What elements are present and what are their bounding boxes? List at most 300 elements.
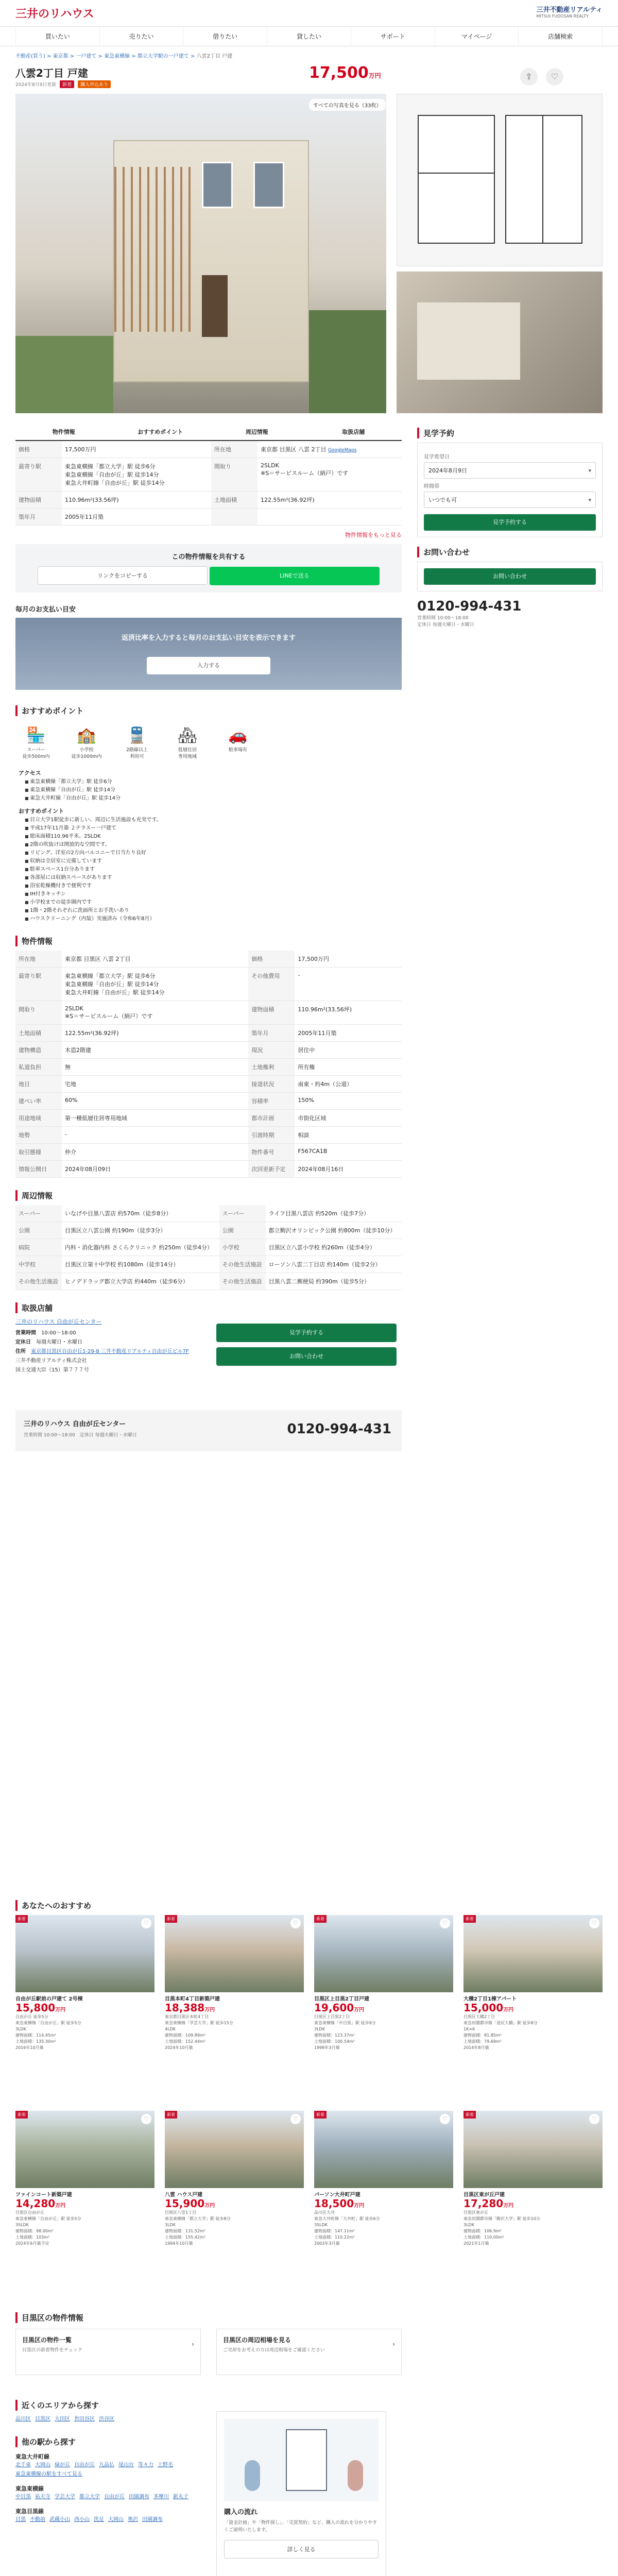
- card-price: 17,280万円: [464, 2197, 514, 2210]
- summary-table: [15, 441, 402, 526]
- cell-key: 建物面積: [248, 1001, 295, 1025]
- table-row: [15, 1144, 402, 1161]
- cell-key: スーパー: [219, 1205, 266, 1222]
- cell-value: 相談: [295, 1127, 402, 1144]
- flow-desc: 「資金計画」や「物件探し」、「売買契約」など、購入の流れを分かりやすくご説明いたします。: [224, 2520, 377, 2533]
- more-info-link[interactable]: 物件情報をもっと見る: [345, 532, 402, 538]
- cell-value: 2SLDK ※S＝サービスルーム（納戸）です: [62, 1001, 248, 1025]
- card-details: 目黒区上目黒2丁目 東急東横線「中目黒」駅 徒歩9分 3LDK 建物面積：123.37m² 土地面積：100.54m² 1998年3月築: [314, 2014, 376, 2050]
- cell-value: いなげや目黒八雲店 約570m（徒歩8分）: [62, 1205, 219, 1222]
- table-row: [15, 1025, 402, 1042]
- visit-submit-button[interactable]: 見学予約する: [424, 514, 596, 531]
- summary-row: [15, 509, 402, 526]
- nav-mypage[interactable]: マイページ: [435, 27, 519, 46]
- station-link[interactable]: 武蔵小山: [49, 2517, 70, 2522]
- card-price: 14,280万円: [15, 2197, 66, 2210]
- tab-points[interactable]: おすすめポイント: [138, 429, 183, 435]
- property-card[interactable]: [464, 2111, 603, 2247]
- sidebar: [417, 423, 603, 628]
- gallery: [0, 94, 618, 423]
- card-price: 18,388万円: [165, 2002, 215, 2014]
- points-title: おすすめポイント: [15, 705, 402, 716]
- feature-item: [15, 725, 57, 759]
- station-link[interactable]: 多摩川: [153, 2494, 169, 2500]
- train-icon: 🚆: [127, 726, 147, 744]
- cell-value: 市街化区域: [295, 1110, 402, 1127]
- inquiry-button[interactable]: お問い合わせ: [424, 568, 596, 585]
- tab-info[interactable]: 物件情報: [52, 429, 75, 435]
- cell-key: 中学校: [15, 1256, 62, 1273]
- rec-item: ■ IH付きキッチン: [25, 890, 402, 899]
- cell-value: F567CA1B: [295, 1144, 402, 1161]
- table-row: [15, 1059, 402, 1076]
- area-link[interactable]: 渋谷区: [99, 2416, 114, 2422]
- page-title: 八雲2丁目 戸建: [15, 67, 88, 79]
- cell-key: 最寄り駅: [15, 968, 62, 1001]
- new-badge: 新着: [165, 2111, 177, 2119]
- summary-key: 築年月: [15, 509, 62, 526]
- card-details: 目黒区自由が丘 東急東横線「自由が丘」駅 徒歩5分 3SLDK 建物面積：98.00m² 土地面積：103m² 2024年6月築予定: [15, 2210, 81, 2246]
- station-link[interactable]: 中目黒: [15, 2494, 31, 2500]
- card-price: 18,500万円: [314, 2197, 365, 2210]
- station-links: [15, 2515, 216, 2524]
- summary-value: 17,500万円: [62, 441, 211, 458]
- table-row: [15, 1222, 402, 1239]
- station-link[interactable]: 自由が丘: [74, 2462, 95, 2468]
- station-link[interactable]: 西小山: [74, 2517, 90, 2522]
- rec-item: ■ 各部屋には収納スペースがあります: [25, 874, 402, 882]
- cell-value: 東京都 目黒区 八雲 2丁目: [62, 951, 248, 968]
- detail-table: [15, 951, 402, 1178]
- inquiry-title: お問い合わせ: [417, 547, 603, 557]
- global-nav: [0, 27, 618, 46]
- cell-key: 現況: [248, 1042, 295, 1059]
- rec-item: ■ ハウスクリーニング（内装）実施済み（令和6年8月）: [25, 915, 402, 923]
- feature-icons: [15, 720, 402, 765]
- crumb-item[interactable]: 一戸建て: [76, 54, 97, 59]
- cell-key: 用途地域: [15, 1110, 62, 1127]
- cell-key: 土地面積: [15, 1025, 62, 1042]
- cell-value: 都立駒沢オリンピック公園 約800m（徒歩10分）: [266, 1222, 402, 1239]
- cell-value: 仲介: [62, 1144, 248, 1161]
- cell-value: 東急東横線「都立大学」駅 徒歩6分 東急東横線「自由が丘」駅 徒歩14分 東急大井町線「自由が丘」駅 徒歩14分: [62, 968, 248, 1001]
- new-badge: 新着: [60, 80, 74, 88]
- new-badge: 新着: [15, 2111, 28, 2119]
- rec-item: ■ 目立大学1駅徒歩に新しい、周辺に生活施設も充実です。: [25, 816, 402, 824]
- station-link[interactable]: 自由が丘: [104, 2494, 125, 2500]
- cell-value: 第一種低層住居専用地域: [62, 1110, 248, 1127]
- cell-key: 物件番号: [248, 1144, 295, 1161]
- table-row: [15, 1001, 402, 1025]
- feature-label: 小学校 徒歩1000m内: [71, 748, 102, 759]
- sidebar-phone[interactable]: 0120-994-431: [417, 599, 522, 614]
- nearby-links: [15, 2415, 216, 2424]
- phone-band: 三井のリハウス 自由が丘センター 営業時間 10:00～18:00 定休日 毎週火曜日・水曜日 0120-994-431: [15, 1410, 402, 1451]
- surround-title: 周辺情報: [15, 1190, 402, 1201]
- nav-sell[interactable]: 売りたい: [100, 27, 184, 46]
- station-link[interactable]: 洗足: [94, 2517, 104, 2522]
- shop-title: 取扱店舗: [15, 1302, 402, 1313]
- summary-value: 122.55m²(36.92坪): [258, 492, 402, 509]
- card-details: 目黒区八雲1丁目 東急東横線「都立大学」駅 徒歩8分 3LDK 建物面積：131.52m² 土地面積：155.42m² 1994年10月築: [165, 2210, 231, 2246]
- cell-key: 所在地: [15, 951, 62, 968]
- station-link[interactable]: 目黒: [15, 2517, 26, 2522]
- summary-row: [15, 492, 402, 509]
- summary-value: [258, 509, 402, 526]
- cell-value: 2005年11月築: [295, 1025, 402, 1042]
- station-link[interactable]: 奥沢: [128, 2517, 138, 2522]
- cell-key: 地勢: [15, 1127, 62, 1144]
- card-price: 15,900万円: [165, 2197, 215, 2210]
- cell-value: 目黒区立八雲小学校 約260m（徒歩4分）: [266, 1239, 402, 1256]
- crumb-item[interactable]: 都立大学駅の一戸建て: [137, 54, 189, 59]
- cell-value: 目黒区立第十中学校 約1080m（徒歩14分）: [62, 1256, 219, 1273]
- cell-key: 次回更新予定: [248, 1161, 295, 1178]
- property-card[interactable]: [314, 2111, 453, 2247]
- card-price: 19,600万円: [314, 2002, 365, 2014]
- sidebar-hours: 営業時間 10:00～18:00 定休日 毎週火曜日・水曜日: [417, 616, 474, 628]
- card-image: [15, 2111, 154, 2188]
- nearby-title: 近くのエリアから探す: [15, 2400, 216, 2411]
- school-icon: 🏫: [77, 726, 96, 744]
- visit-title: 見学予約: [417, 428, 603, 438]
- cell-key: 公園: [219, 1222, 266, 1239]
- property-card[interactable]: [15, 1915, 154, 2051]
- shop-inquiry-button[interactable]: お問い合わせ: [216, 1347, 397, 1366]
- nav-support[interactable]: サポート: [351, 27, 435, 46]
- property-card[interactable]: [165, 1915, 304, 2051]
- cell-value: 150%: [295, 1093, 402, 1110]
- cell-key: 都市計画: [248, 1110, 295, 1127]
- cell-key: その他費用: [248, 968, 295, 1001]
- detail-title: 物件情報: [15, 936, 402, 946]
- card-title: 目黒本町4丁目新築戸建: [165, 1996, 220, 2002]
- access-item: ■ 東急東横線「都立大学」駅 徒歩6分: [25, 778, 402, 786]
- cell-key: 引渡時期: [248, 1127, 295, 1144]
- rec-item: ■ 平成17年11月築 ２テラスー一戸建て: [25, 824, 402, 833]
- car-icon: 🚗: [228, 726, 248, 744]
- line-name: 東急大井町線: [15, 2453, 49, 2460]
- feature-item: [167, 725, 208, 759]
- feature-item: [116, 725, 158, 759]
- section-tabs: [15, 423, 402, 441]
- interior-thumb[interactable]: [397, 272, 603, 413]
- visit-box: 見学希望日 2024年8月9日 ▾ 時間帯 いつでも可 ▾ 見学予約する: [417, 443, 603, 537]
- cell-value: 17,500万円: [295, 951, 402, 968]
- property-card[interactable]: [15, 2111, 154, 2247]
- card-price: 15,000万円: [464, 2002, 514, 2014]
- station-link[interactable]: 都立大学: [79, 2494, 100, 2500]
- station-link[interactable]: 上野毛: [158, 2462, 173, 2468]
- area-link[interactable]: 目黒区: [35, 2416, 50, 2422]
- cell-key: 私道負担: [15, 1059, 62, 1076]
- tab-shop[interactable]: 取扱店舗: [342, 429, 365, 435]
- card-details: 東京都目黒区本町4丁目 東急東横線「学芸大学」駅 徒歩15分 4LDK 建物面積：109.89m² 土地面積：152.44m² 2024年10月築: [165, 2014, 233, 2050]
- cell-key: 小学校: [219, 1239, 266, 1256]
- corp-logo[interactable]: 三井不動産リアルティ MITSUI FUDOSAN REALTY: [536, 6, 603, 19]
- flow-illustration: [224, 2419, 379, 2501]
- card-title: パーソン大井町戸建: [314, 2192, 360, 2197]
- summary-value: 東急東横線「都立大学」駅 徒歩6分 東急東横線「自由が丘」駅 徒歩14分 東急大井町線「自由が丘」駅 徒歩14分: [62, 458, 211, 492]
- table-row: [15, 1076, 402, 1093]
- cell-key: その他生活施設: [219, 1256, 266, 1273]
- station-link[interactable]: 九品仏: [99, 2462, 114, 2468]
- summary-value: 2005年11月築: [62, 509, 211, 526]
- area-link[interactable]: 品川区: [15, 2416, 31, 2422]
- update-meta: 2024年8月9日更新 新着 購入申込あり: [15, 80, 111, 88]
- cell-key: 地目: [15, 1076, 62, 1093]
- main-photo[interactable]: [15, 94, 386, 413]
- table-row: [15, 1273, 402, 1290]
- rec-item: ■ リビング、洋室の2方向バルコニーで日当たり良好: [25, 849, 402, 857]
- cell-value: -: [295, 968, 402, 1001]
- favorite-icon[interactable]: ♡: [589, 2114, 599, 2124]
- status-badge: 購入申込あり: [78, 80, 111, 88]
- tab-surround[interactable]: 周辺情報: [245, 429, 268, 435]
- loan-input-button[interactable]: 入力する: [147, 657, 270, 674]
- area-link[interactable]: 大田区: [55, 2416, 70, 2422]
- station-link[interactable]: 北千束: [15, 2462, 31, 2468]
- card-image: [15, 1915, 154, 1992]
- cell-key: 取引態様: [15, 1144, 62, 1161]
- nav-lease[interactable]: 貸したい: [267, 27, 351, 46]
- surround-table: [15, 1205, 402, 1290]
- visit-time-select[interactable]: いつでも可 ▾: [424, 492, 596, 508]
- feature-label: スーパー 徒歩500m内: [22, 748, 50, 759]
- new-badge: 新着: [464, 1915, 476, 1923]
- access-item: ■ 東急東横線「自由が丘」駅 徒歩14分: [25, 786, 402, 794]
- feature-label: 2路線以上 利用可: [126, 748, 148, 759]
- cell-value: 110.96m²(33.56坪): [295, 1001, 402, 1025]
- site-header: [0, 0, 618, 27]
- station-link[interactable]: 大岡山: [108, 2517, 124, 2522]
- summary-key: 土地面積: [211, 492, 258, 509]
- summary-key: [211, 509, 258, 526]
- cell-key: スーパー: [15, 1205, 62, 1222]
- shop-name-link[interactable]: 三井のリハウス 自由が丘センター: [15, 1318, 102, 1325]
- rec-item: ■ 浴室乾燥機付きで便利です: [25, 882, 402, 890]
- card-title: ファインコート新築戸建: [15, 2192, 72, 2197]
- cell-key: その他生活施設: [219, 1273, 266, 1290]
- cell-value: 居住中: [295, 1042, 402, 1059]
- cell-key: 情報公開日: [15, 1161, 62, 1178]
- cell-key: その他生活施設: [15, 1273, 62, 1290]
- shop-visit-button[interactable]: 見学予約する: [216, 1324, 397, 1342]
- summary-key: 価格: [15, 441, 62, 458]
- area-section: [15, 2308, 603, 2353]
- cell-key: 築年月: [248, 1025, 295, 1042]
- card-image: [314, 2111, 453, 2188]
- table-row: [15, 1042, 402, 1059]
- summary-row: [15, 458, 402, 492]
- feature-item: [217, 725, 259, 759]
- station-link[interactable]: 田園調布: [142, 2517, 163, 2522]
- line-share-button[interactable]: LINEで送る: [210, 567, 380, 585]
- cell-value: 無: [62, 1059, 248, 1076]
- card-details: 目黒区東が丘 東急田園都市線「駒沢大学」駅 徒歩10分 3LDK 建物面積：106.9m² 土地面積：110.00m² 2021年1月築: [464, 2210, 540, 2246]
- shop-block: [15, 1317, 402, 1410]
- rec-heading: おすすめポイント: [19, 808, 64, 815]
- table-row: [15, 1127, 402, 1144]
- visit-date-select[interactable]: 2024年8月9日 ▾: [424, 462, 596, 479]
- share-box: [15, 544, 402, 592]
- summary-key: 建物面積: [15, 492, 62, 509]
- station-link[interactable]: 等々力: [138, 2462, 153, 2468]
- cell-key: 土地権利: [248, 1059, 295, 1076]
- phone-number[interactable]: 0120-994-431: [287, 1421, 391, 1437]
- summary-key: 間取り: [211, 458, 258, 492]
- cell-value: 内科・消化器内科 さくらクリニック 約250m（徒歩4分）: [62, 1239, 219, 1256]
- favorite-icon[interactable]: ♡: [141, 1918, 151, 1928]
- card-image: [464, 1915, 603, 1992]
- favorite-icon[interactable]: ♡: [290, 2114, 301, 2124]
- crumb-item[interactable]: 東急東横線: [104, 54, 130, 59]
- cell-value: 木造2階建: [62, 1042, 248, 1059]
- card-details: 目黒区大橋2丁目 東急田園都市線「池尻大橋」駅 徒歩8分 1K×6 建物面積：81.85m² 土地面積：79.69m² 2014年8月築: [464, 2014, 538, 2050]
- floorplan-thumb[interactable]: [397, 94, 603, 266]
- all-stations-link[interactable]: 東急東横線の駅をすべて見る: [15, 2471, 82, 2477]
- property-card[interactable]: [165, 2111, 304, 2247]
- summary-row: [15, 441, 402, 458]
- cell-value: -: [62, 1127, 248, 1144]
- shop-details: 営業時間 10:00～18:00 定休日 毎週火曜日・水曜日 住所 東京都目黒区自由が丘1-29-8 三井不動産リアルティ自由が丘ビル7F 三井不動産リアルティ株式会社 国土交通大臣（15）第７７７号: [15, 1330, 189, 1373]
- new-badge: 新着: [15, 1915, 28, 1923]
- feature-item: [66, 725, 107, 759]
- cell-key: 公園: [15, 1222, 62, 1239]
- breadcrumb: 不動産(買う) > 東京都 > 一戸建て > 東急東横線 > 都立大学駅の一戸建て > 八雲2丁目 戸建: [15, 54, 233, 59]
- cell-key: 容積率: [248, 1093, 295, 1110]
- line-name: 東急東横線: [15, 2485, 44, 2492]
- nearby-section: [15, 2396, 216, 2524]
- cell-key: 建ぺい率: [15, 1093, 62, 1110]
- rec-item: ■ 2階の吹抜けは開放的な空間です。: [25, 841, 402, 849]
- cell-value: 目黒区立八雲公園 約190m（徒歩3分）: [62, 1222, 219, 1239]
- table-row: [15, 1256, 402, 1273]
- flow-title: 購入の流れ: [224, 2509, 258, 2516]
- table-row: [15, 951, 402, 968]
- card-title: 目黒区上目黒2丁目戸建: [314, 1996, 369, 2002]
- summary-key: 所在地: [211, 441, 258, 458]
- cell-key: 建物構造: [15, 1042, 62, 1059]
- property-card[interactable]: [314, 1915, 453, 2051]
- area-title: 目黒区の物件情報: [15, 2312, 603, 2323]
- station-link[interactable]: 不動前: [30, 2517, 45, 2522]
- table-row: [15, 968, 402, 1001]
- new-badge: 新着: [464, 2111, 476, 2119]
- cell-value: 宅地: [62, 1076, 248, 1093]
- cell-value: 南東・約4m（公道）: [295, 1076, 402, 1093]
- card-details: 品川区大井 東急大井町線「大井町」駅 徒歩6分 3SLDK 建物面積：147.11m² 土地面積：110.22m² 2003年3月築: [314, 2210, 380, 2246]
- card-image: [464, 2111, 603, 2188]
- area-link[interactable]: 世田谷区: [74, 2416, 95, 2422]
- table-row: [15, 1205, 402, 1222]
- new-badge: 新着: [165, 1915, 177, 1923]
- chevron-right-icon: ›: [192, 2341, 194, 2348]
- card-title: 目黒区東が丘戸建: [464, 2192, 505, 2197]
- store-icon: 🏪: [26, 726, 46, 744]
- cell-key: 価格: [248, 951, 295, 968]
- crumb-item[interactable]: 不動産(買う): [15, 54, 45, 59]
- recommend-section: [15, 1896, 603, 2307]
- table-row: [15, 1110, 402, 1127]
- rec-item: ■ 収納は全居室に完備しています: [25, 857, 402, 866]
- favorite-icon[interactable]: ♡: [290, 1918, 301, 1928]
- nav-rent[interactable]: 借りたい: [183, 27, 267, 46]
- favorite-icon[interactable]: ♡: [589, 1918, 599, 1928]
- favorite-icon[interactable]: ♡: [440, 2114, 450, 2124]
- cell-value: 目黒八雲二郵便局 約390m（徒歩5分）: [266, 1273, 402, 1290]
- rec-item: ■ 1階・2階それぞれに洗面所とお手洗いあり: [25, 907, 402, 915]
- area-list-card[interactable]: 目黒区の物件一覧 目黒区の新着物件をチェック ›: [15, 2329, 201, 2375]
- copy-link-button[interactable]: リンクをコピーする: [38, 566, 208, 585]
- cell-key: 間取り: [15, 1001, 62, 1025]
- favorite-icon[interactable]: ♡: [440, 1918, 450, 1928]
- card-title: 八雲 ハウス戸建: [165, 2192, 203, 2197]
- stations-title: 他の駅から探す: [15, 2436, 216, 2447]
- cell-key: 接道状況: [248, 1076, 295, 1093]
- nav-buy[interactable]: 買いたい: [15, 27, 100, 46]
- photo-count-button[interactable]: すべての写真を見る（33枚）: [309, 99, 386, 111]
- favorite-icon[interactable]: ♡: [141, 2114, 151, 2124]
- cell-value: 122.55m²(36.92坪): [62, 1025, 248, 1042]
- station-link[interactable]: 大岡山: [35, 2462, 50, 2468]
- table-row: [15, 1093, 402, 1110]
- station-links: [15, 2461, 216, 2470]
- station-link[interactable]: 緑が丘: [55, 2462, 70, 2468]
- crumb-item[interactable]: 東京都: [53, 54, 68, 59]
- feature-label: 駐車場有: [228, 748, 247, 753]
- card-image: [165, 1915, 304, 1992]
- table-row: [15, 1161, 402, 1178]
- summary-value: 東京都 目黒区 八雲 2丁目 GoogleMaps: [258, 441, 402, 458]
- main-column: [15, 423, 402, 1451]
- cell-value: 2024年08月16日: [295, 1161, 402, 1178]
- card-title: 自由が丘駅前の戸建て 2号棟: [15, 1996, 83, 2002]
- access-item: ■ 東急大井町線「自由が丘」駅 徒歩14分: [25, 794, 402, 803]
- property-card[interactable]: [464, 1915, 603, 2051]
- summary-key: 最寄り駅: [15, 458, 62, 492]
- rec-item: ■ 総床面積110.96平米。2SLDK: [25, 833, 402, 841]
- favorite-icon[interactable]: ♡: [546, 68, 563, 86]
- price: 17,500万円: [309, 64, 381, 82]
- feature-label: 低層住居 専用地域: [178, 748, 197, 759]
- flow-detail-button[interactable]: 詳しく見る: [224, 2540, 379, 2558]
- loan-title: 毎月のお支払い目安: [15, 606, 76, 614]
- inquiry-box: [417, 562, 603, 591]
- station-link[interactable]: 学芸大学: [55, 2494, 75, 2500]
- card-details: 自由が丘 徒歩5分 東急東横線「自由が丘」駅 徒歩5分 3LDK 建物面積：114.45m² 土地面積：135.30m² 2016年10月築: [15, 2014, 81, 2050]
- table-row: [15, 1239, 402, 1256]
- loan-message: 返済比率を入力すると毎月のお支払い目安を表示できます: [121, 634, 296, 642]
- station-link[interactable]: 田園調布: [129, 2494, 149, 2500]
- site-logo[interactable]: 三井のリハウス: [15, 7, 94, 21]
- share-icon[interactable]: ⇪: [520, 68, 538, 86]
- map-link[interactable]: GoogleMaps: [328, 448, 357, 453]
- station-link[interactable]: 祐天寺: [35, 2494, 50, 2500]
- recommend-title: あなたへのおすすめ: [15, 1900, 603, 1911]
- rec-item: ■ 駐車スペース1台分あります: [25, 866, 402, 874]
- station-link[interactable]: 尾山台: [118, 2462, 134, 2468]
- chevron-right-icon: ›: [392, 2341, 395, 2348]
- share-title: この物件情報を共有する: [171, 553, 246, 561]
- station-link[interactable]: 新丸子: [173, 2494, 188, 2500]
- rec-list: [15, 816, 402, 923]
- card-price: 15,800万円: [15, 2002, 66, 2014]
- cell-value: ヒノデドラッグ都立大学店 約440m（徒歩6分）: [62, 1273, 219, 1290]
- area-price-card[interactable]: 目黒区の周辺相場を見る ご売却をお考えの方は周辺相場をご確認ください ›: [216, 2329, 402, 2375]
- house-image: [113, 140, 309, 382]
- nav-shop-search[interactable]: 店舗検索: [519, 27, 603, 46]
